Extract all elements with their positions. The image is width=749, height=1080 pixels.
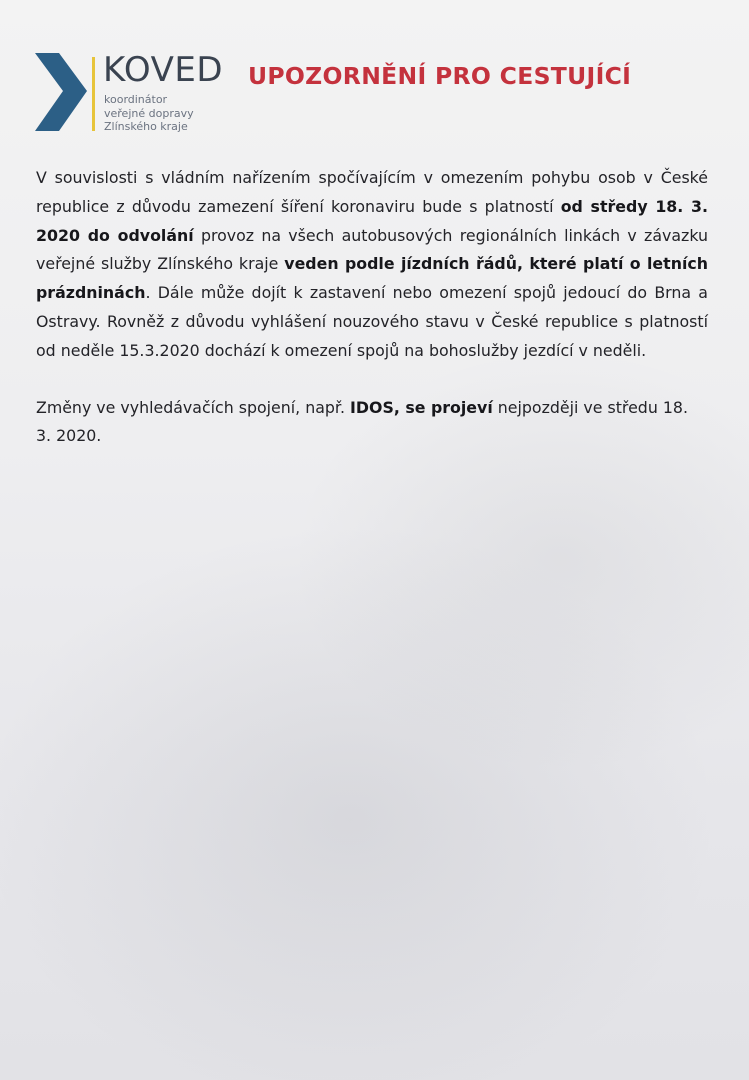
logo-subtitle (104, 93, 194, 134)
koved-logo (35, 50, 235, 137)
paragraph-idos (36, 394, 708, 452)
bold-run: od středy 18. 3. 2020 do odvolání (36, 196, 708, 245)
logo-divider (92, 57, 95, 131)
chevron-logo-icon (35, 53, 89, 133)
text-run: Změny ve vyhledávačích spojení, např. (36, 397, 351, 417)
bold-run: veden podle jízdních řádů, které platí o letních prázdninách (36, 254, 708, 303)
paragraph-main (36, 164, 708, 366)
text-run: provoz na všech autobusových regionálních linkách v závazku veřejné služby Zlínského kraje (36, 225, 708, 274)
text-run: V souvislosti s vládním nařízením spočívajícím v omezením pohybu osob v České republice z důvodu zamezení šíření koronaviru bude s platností (36, 168, 708, 216)
text-run: . Dále může dojít k zastavení nebo omezení spojů jedoucí do Brna a Ostravy. Rovněž z důvodu vyhlášení nouzového stavu v České republice s platností od neděle 15.3.2020 dochází k omezení spojů na bohoslužby jezdící v neděli. (36, 283, 708, 360)
notice-body (36, 164, 708, 451)
logo-wordmark: KOVED (103, 50, 224, 90)
bold-run: IDOS, se projeví (350, 397, 493, 417)
notice-title: UPOZORNĚNÍ PRO CESTUJÍCÍ (248, 62, 632, 90)
text-run: nejpozději ve středu 18. 3. 2020. (36, 397, 688, 446)
logo-subtitle-line: koordinátor (104, 93, 168, 106)
logo-subtitle-line: Zlínského kraje (104, 120, 188, 133)
logo-subtitle-line: veřejné dopravy (104, 106, 194, 120)
